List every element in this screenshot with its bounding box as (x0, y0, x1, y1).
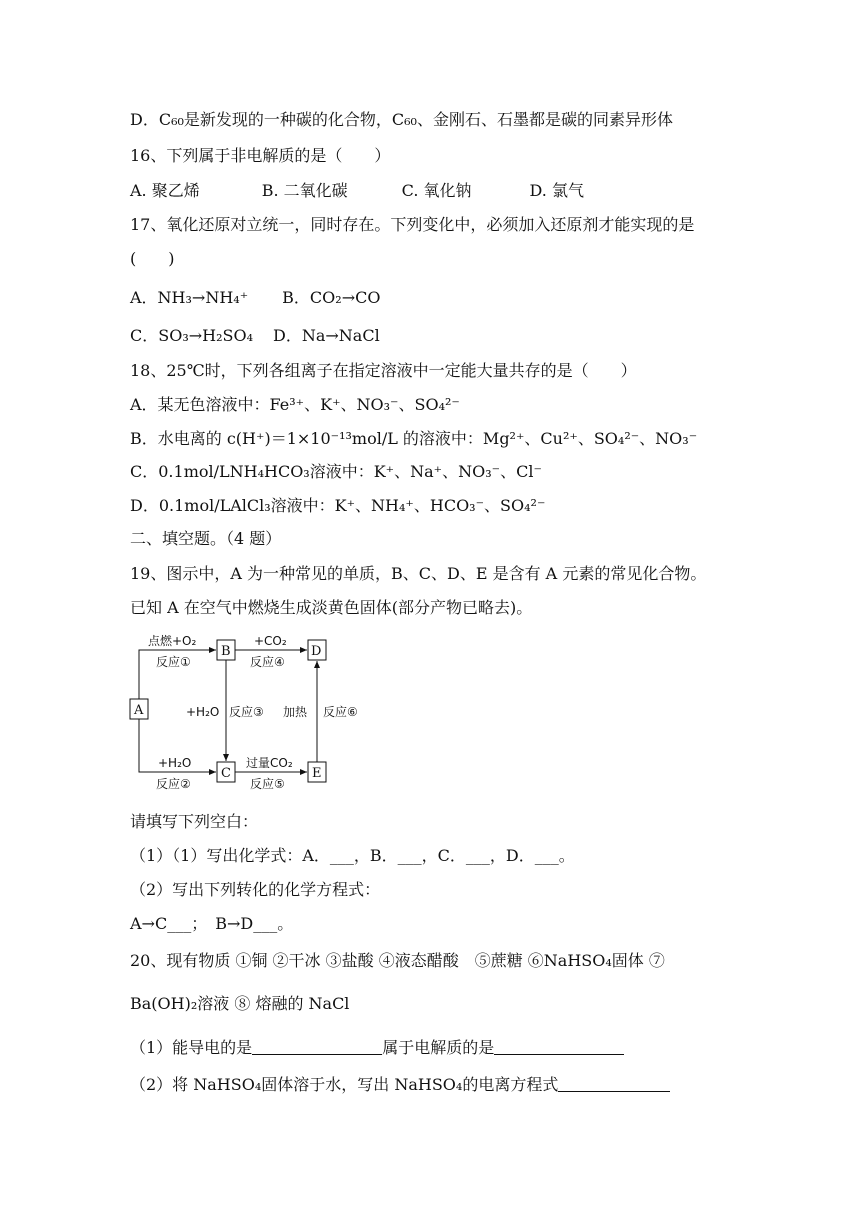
question-19-line-1: 19、图示中，A 为一种常见的单质，B、C、D、E 是含有 A 元素的常见化合物。 (130, 564, 707, 583)
edge-ab-bottom: 反应① (156, 655, 191, 669)
node-c: C (221, 766, 231, 781)
q17-option-b: B．CO₂→CO (282, 288, 381, 307)
question-18: 18、25℃时，下列各组离子在指定溶液中一定能大量共存的是（ ） (130, 361, 637, 380)
edge-ac-bottom: 反应② (156, 777, 191, 790)
q20-part-1-electrolyte: 属于电解质的是 (382, 1038, 495, 1057)
question-19-line-2: 已知 A 在空气中燃烧生成淡黄色固体(部分产物已略去)。 (130, 598, 533, 617)
question-16: 16、下列属于非电解质的是（ ） (130, 146, 391, 165)
fill-instruction: 请填写下列空白： (130, 812, 259, 831)
node-d: D (311, 644, 322, 659)
node-b: B (221, 644, 231, 659)
reaction-flow-diagram (128, 632, 368, 790)
q19-equations: A→C___； B→D___。 (130, 914, 294, 933)
q20-part-1 (130, 1038, 624, 1058)
edge-bd-bottom: 反应④ (250, 655, 285, 669)
q17-option-d: D．Na→NaCl (273, 326, 380, 345)
question-17-paren: ( ) (130, 249, 175, 268)
q19-part-2: （2）写出下列转化的化学方程式： (130, 880, 381, 899)
q18-option-a: A．某无色溶液中：Fe³⁺、K⁺、NO₃⁻、SO₄²⁻ (130, 395, 460, 414)
edge-bc-right: 反应③ (229, 705, 264, 719)
q17-option-a: A．NH₃→NH₄⁺ (130, 288, 249, 307)
question-20-line-1: 20、现有物质 ①铜 ②干冰 ③盐酸 ④液态醋酸 ⑤蔗糖 ⑥NaHSO₄固体 ⑦ (130, 951, 665, 970)
option-d-line: D．C₆₀是新发现的一种碳的化合物，C₆₀、金刚石、石墨都是碳的同素异形体 (130, 110, 673, 129)
q17-option-c: C．SO₃→H₂SO₄ (130, 326, 254, 345)
q18-option-b: B．水电离的 c(H⁺)＝1×10⁻¹³mol/L 的溶液中：Mg²⁺、Cu²⁺、SO₄²⁻、NO₃⁻ (130, 429, 698, 448)
answer-blank (494, 1038, 624, 1055)
question-17-options-ab (130, 288, 380, 308)
edge-ed-left: 加热 (283, 705, 308, 719)
edge-ce-top: 过量CO₂ (246, 756, 293, 770)
q16-option-c: C. 氧化钠 (401, 181, 472, 200)
q18-option-d: D．0.1mol/LAlCl₃溶液中：K⁺、NH₄⁺、HCO₃⁻、SO₄²⁻ (130, 496, 546, 515)
edge-bd-top: +CO₂ (254, 634, 287, 648)
edge-ed-right: 反应⑥ (323, 705, 358, 719)
q16-option-d: D. 氯气 (529, 181, 584, 200)
q19-part-1: （1）（1）写出化学式：A．___，B．___，C．___，D．___。 (130, 846, 575, 865)
q20-part-1-conductive: （1）能导电的是 (130, 1038, 253, 1057)
question-20-line-2: Ba(OH)₂溶液 ⑧ 熔融的 NaCl (130, 994, 350, 1013)
q16-option-b: B. 二氧化碳 (261, 181, 348, 200)
edge-ce-bottom: 反应⑤ (250, 777, 285, 790)
node-e: E (312, 766, 322, 781)
edge-ab-top: 点燃+O₂ (148, 634, 197, 648)
answer-blank (252, 1038, 382, 1055)
q20-part-2-text: （2）将 NaHSO₄固体溶于水，写出 NaHSO₄的电离方程式 (130, 1075, 559, 1094)
q20-part-2 (130, 1075, 670, 1095)
node-a: A (134, 703, 144, 718)
question-16-options (130, 181, 584, 201)
q16-option-a: A. 聚乙烯 (130, 181, 200, 200)
section-2-heading: 二、填空题。（4 题） (130, 529, 282, 548)
edge-bc-left: +H₂O (186, 705, 220, 719)
question-17: 17、氧化还原对立统一，同时存在。下列变化中，必须加入还原剂才能实现的是 (130, 215, 695, 234)
question-17-options-cd (130, 326, 380, 346)
q18-option-c: C．0.1mol/LNH₄HCO₃溶液中：K⁺、Na⁺、NO₃⁻、Cl⁻ (130, 462, 542, 481)
answer-blank (558, 1075, 670, 1092)
edge-ac-top: +H₂O (158, 756, 192, 770)
